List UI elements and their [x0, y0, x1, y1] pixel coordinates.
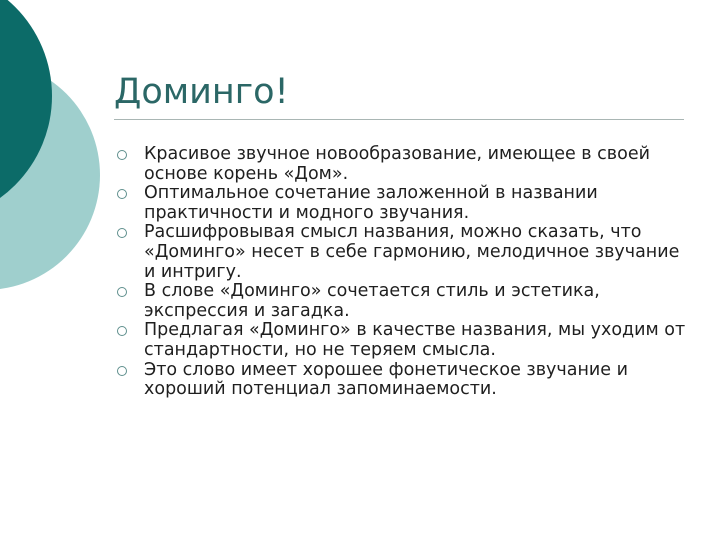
bullet-text: В слове «Доминго» сочетается стиль и эстетика, экспрессия и загадка. — [144, 281, 600, 321]
bullet-text: Это слово имеет хорошее фонетическое звучание и хороший потенциал запоминаемости. — [144, 359, 628, 400]
bullet-circle-icon — [117, 366, 127, 376]
slide-title: Доминго! — [114, 72, 289, 112]
bullet-circle-icon — [117, 228, 127, 238]
bullet-text: Расшифровывая смысл названия, можно сказать, что «Доминго» несет в себе гармонию, мелодичное звучание и интригу. — [144, 222, 680, 282]
bullet-text: Предлагая «Доминго» в качестве названия, мы уходим от стандартности, но не теряем смысла. — [144, 320, 686, 360]
bullet-item — [114, 282, 694, 321]
bullet-item — [114, 361, 694, 400]
bullet-list — [114, 145, 694, 400]
bullet-text: Красивое звучное новообразование, имеющее в своей основе корень «Дом». — [144, 144, 650, 184]
bullet-circle-icon — [117, 287, 127, 297]
bullet-item — [114, 145, 694, 184]
bullet-circle-icon — [117, 326, 127, 336]
bullet-circle-icon — [117, 189, 127, 199]
bullet-circle-icon — [117, 150, 127, 160]
bullet-item — [114, 223, 694, 282]
bullet-text: Оптимальное сочетание заложенной в названии практичности и модного звучания. — [144, 183, 598, 223]
bullet-item — [114, 184, 694, 223]
bullet-item — [114, 321, 694, 360]
title-divider — [114, 119, 684, 120]
